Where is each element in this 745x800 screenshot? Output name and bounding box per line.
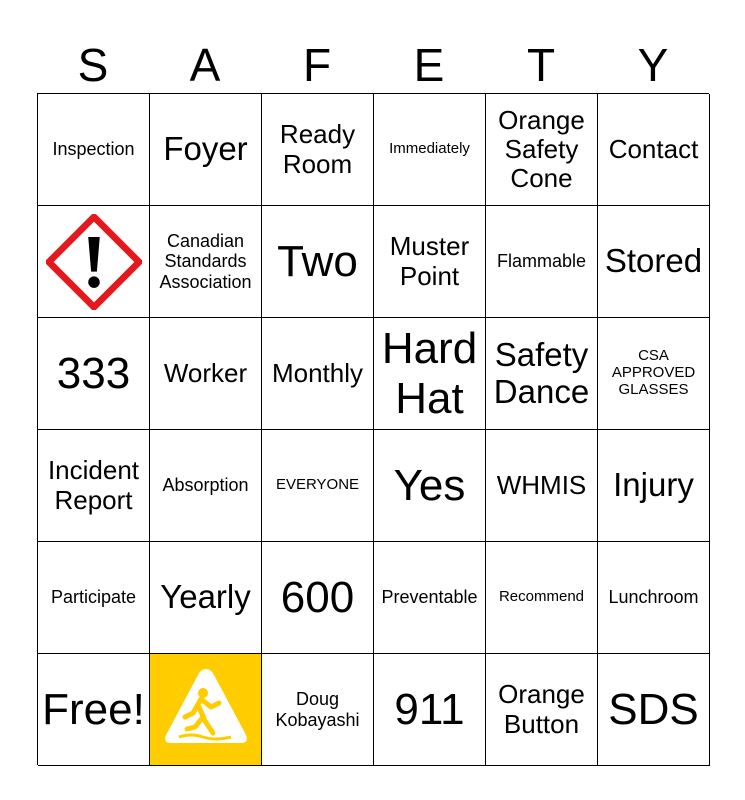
bingo-cell[interactable] [374, 430, 486, 542]
bingo-card-grid [37, 93, 709, 765]
bingo-cell[interactable] [262, 94, 374, 206]
bingo-cell-text: EVERYONE [275, 476, 360, 494]
bingo-header [37, 36, 709, 94]
bingo-cell-text: Ready Room [279, 119, 356, 179]
bingo-cell[interactable] [374, 94, 486, 206]
bingo-cell[interactable] [262, 318, 374, 430]
bingo-cell-text: Monthly [271, 357, 364, 388]
bingo-cell[interactable] [38, 206, 150, 318]
header-letter-f: F [302, 39, 332, 91]
bingo-cell[interactable] [598, 318, 710, 430]
bingo-cell[interactable] [486, 206, 598, 318]
bingo-cell-text: Doug Kobayashi [275, 689, 360, 730]
bingo-cell[interactable] [38, 542, 150, 654]
bingo-cell-text: Inspection [52, 139, 135, 160]
bingo-cell[interactable] [374, 542, 486, 654]
bingo-cell[interactable] [262, 206, 374, 318]
bingo-cell-text: Yes [393, 460, 466, 510]
bingo-cell-text: Incident Report [47, 455, 140, 515]
bingo-cell-text: Participate [50, 587, 137, 608]
bingo-cell-text: 333 [56, 348, 131, 398]
bingo-cell[interactable] [38, 430, 150, 542]
bingo-cell[interactable] [598, 430, 710, 542]
bingo-cell-text: Preventable [381, 587, 478, 608]
bingo-cell[interactable] [262, 542, 374, 654]
bingo-cell-text: Hard Hat [381, 324, 478, 423]
bingo-cell-text: Immediately [389, 140, 470, 158]
bingo-cell[interactable] [486, 654, 598, 766]
bingo-cell-text: Muster Point [389, 231, 470, 291]
bingo-cell-text: Injury [613, 466, 694, 504]
header-letter-a: A [189, 39, 221, 91]
bingo-cell[interactable] [374, 654, 486, 766]
bingo-cell-text: Canadian Standards Association [159, 231, 252, 292]
bingo-cell-text: Orange Safety Cone [498, 104, 585, 194]
bingo-cell-text: Orange Button [498, 679, 585, 739]
bingo-cell[interactable] [150, 430, 262, 542]
bingo-cell[interactable] [150, 94, 262, 206]
bingo-cell[interactable] [486, 318, 598, 430]
bingo-cell-text: Free! [42, 684, 145, 734]
bingo-cell[interactable] [486, 94, 598, 206]
bingo-cell[interactable] [374, 206, 486, 318]
bingo-cell-text: CSA APPROVED GLASSES [611, 347, 696, 398]
bingo-cell[interactable] [598, 206, 710, 318]
bingo-cell-text: 600 [280, 572, 355, 622]
bingo-cell-text: Flammable [496, 251, 587, 272]
bingo-cell-text: 911 [394, 684, 465, 734]
bingo-cell[interactable] [38, 94, 150, 206]
bingo-cell-text: WHMIS [496, 469, 587, 500]
bingo-cell-text: SDS [608, 684, 699, 734]
header-letter-t: T [526, 39, 556, 91]
bingo-cell-text: Worker [163, 357, 248, 388]
bingo-cell[interactable] [486, 430, 598, 542]
bingo-cell-text: Lunchroom [608, 587, 699, 608]
bingo-cell-text: Recommend [498, 588, 585, 606]
bingo-cell-text: Contact [608, 133, 699, 164]
bingo-cell[interactable] [38, 318, 150, 430]
bingo-cell[interactable] [486, 542, 598, 654]
ghs-exclamation-hazard-icon [46, 214, 142, 310]
bingo-cell-text: Stored [604, 242, 703, 280]
header-letter-s: S [77, 39, 109, 91]
bingo-cell[interactable] [150, 542, 262, 654]
bingo-cell[interactable] [598, 542, 710, 654]
bingo-cell-text: Safety Dance [493, 335, 590, 410]
header-letter-e: E [413, 39, 445, 91]
bingo-cell[interactable] [262, 430, 374, 542]
bingo-cell[interactable] [598, 94, 710, 206]
bingo-cell[interactable] [150, 318, 262, 430]
bingo-cell-text: Foyer [163, 130, 248, 168]
header-letter-y: Y [637, 39, 669, 91]
bingo-cell[interactable] [150, 206, 262, 318]
bingo-cell[interactable] [598, 654, 710, 766]
bingo-cell[interactable] [374, 318, 486, 430]
bingo-cell[interactable] [38, 654, 150, 766]
bingo-cell[interactable] [150, 654, 262, 766]
wet-floor-warning-icon [151, 655, 261, 765]
bingo-cell-text: Absorption [162, 475, 249, 496]
bingo-cell-text: Yearly [160, 578, 251, 616]
bingo-cell-text: Two [277, 236, 358, 286]
bingo-cell[interactable] [262, 654, 374, 766]
